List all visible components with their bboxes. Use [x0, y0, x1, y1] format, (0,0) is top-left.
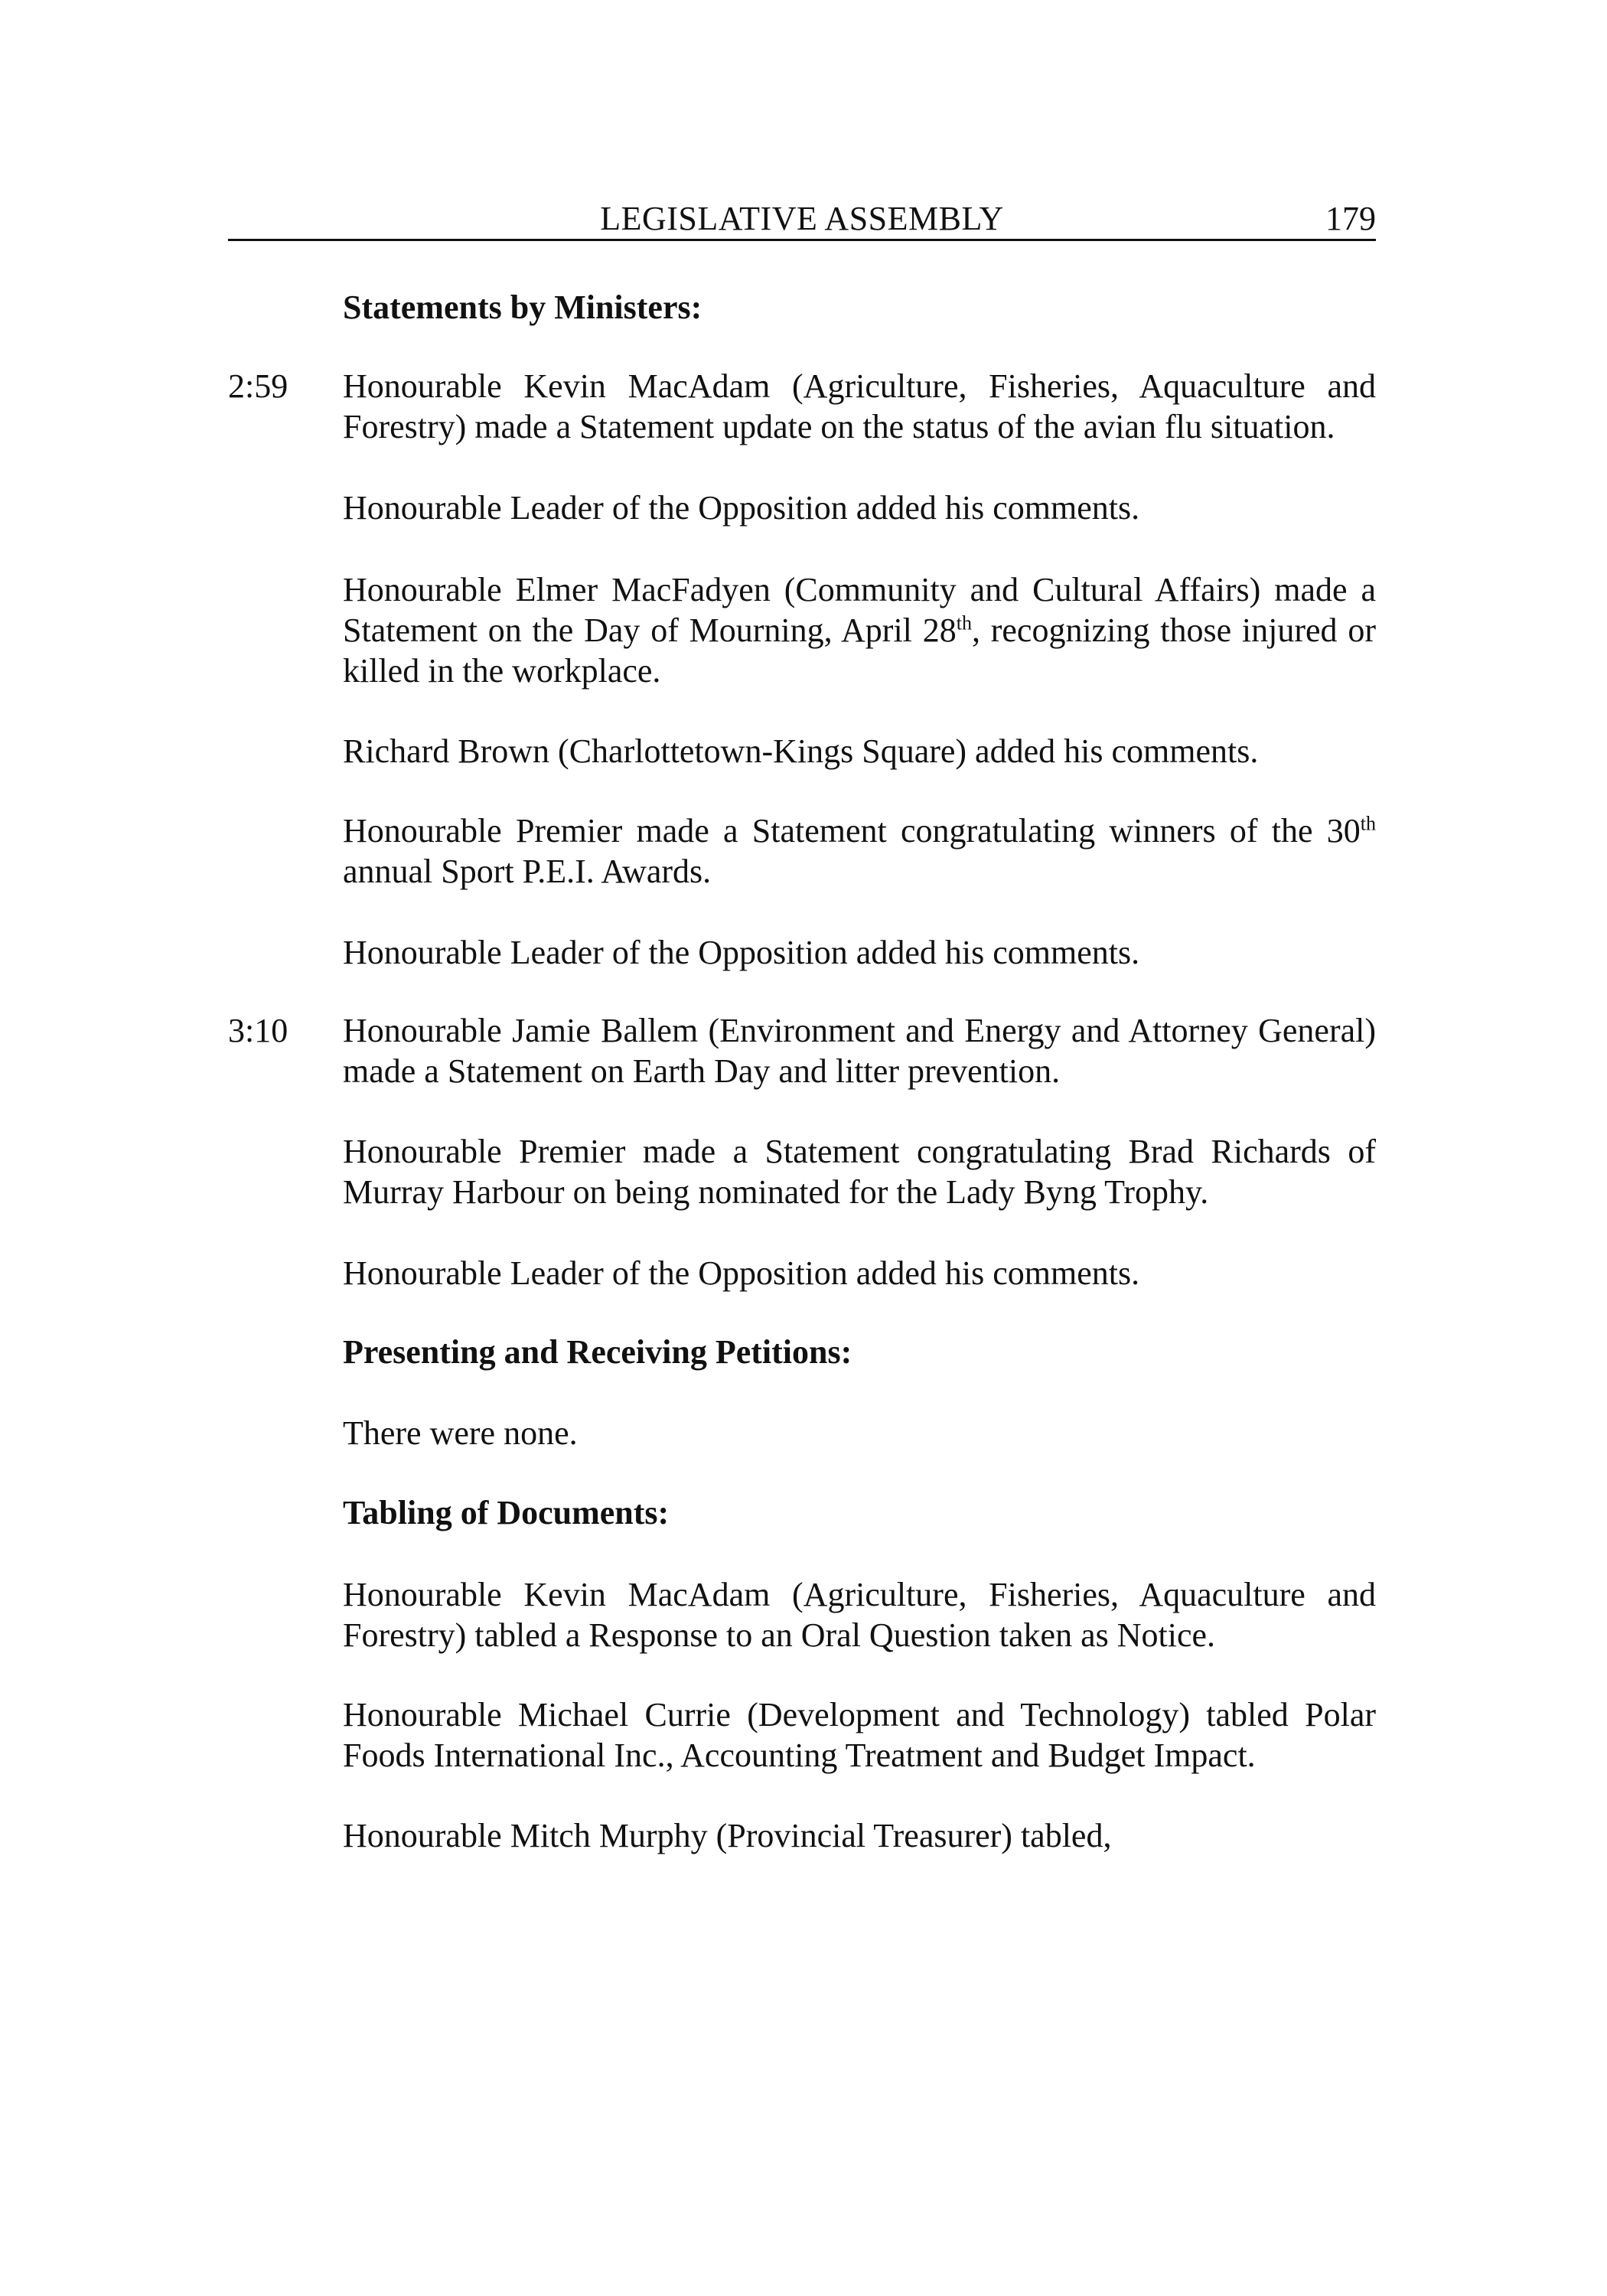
ordinal-suffix: th [956, 612, 972, 634]
page-header [228, 196, 1376, 241]
petitions-text: There were none. [343, 1414, 578, 1452]
entry-3 [228, 569, 1376, 691]
entry-time: 2:59 [228, 367, 288, 405]
tabling-text: Honourable Mitch Murphy (Provincial Treasurer) tabled, [343, 1817, 1112, 1854]
tabling-item-3 [228, 1815, 1376, 1856]
entry-2 [228, 488, 1376, 528]
entry-text-part: Honourable Elmer MacFadyen (Community and Cultural Affairs) made a Statement on the Day of Mourning, April 28 [343, 571, 1376, 649]
entry-text: Honourable Leader of the Opposition added his comments. [343, 489, 1140, 527]
entry-text: Honourable Leader of the Opposition added his comments. [343, 1254, 1140, 1292]
entry-6 [228, 932, 1376, 973]
entry-time: 3:10 [228, 1012, 288, 1049]
section-heading-ministers: Statements by Ministers: [343, 289, 702, 326]
entry-text: Honourable Premier made a Statement congratulating Brad Richards of Murray Harbour on being nominated for the Lady Byng Trophy. [343, 1133, 1376, 1211]
entry-text [343, 569, 1376, 691]
entry-1 [228, 366, 1376, 447]
page-number: 179 [1325, 200, 1376, 237]
entry-5 [228, 810, 1376, 892]
entry-4 [228, 731, 1376, 771]
entry-8 [228, 1131, 1376, 1212]
entry-text-part: Honourable Premier made a Statement congratulating winners of the 30 [343, 812, 1361, 850]
petitions-heading-block [228, 1332, 1376, 1372]
ordinal-suffix: th [1360, 812, 1376, 835]
entry-text-part: annual Sport P.E.I. Awards. [343, 853, 712, 890]
tabling-heading-block [228, 1492, 1376, 1533]
tabling-text: Honourable Michael Currie (Development and Technology) tabled Polar Foods International Inc., Accounting Treatment and Budget Impact. [343, 1696, 1376, 1774]
tabling-item-2 [228, 1694, 1376, 1776]
header-title: LEGISLATIVE ASSEMBLY [600, 200, 1004, 237]
tabling-text: Honourable Kevin MacAdam (Agriculture, Fisheries, Aquaculture and Forestry) tabled a Response to an Oral Question taken as Notice. [343, 1576, 1376, 1654]
entry-text [343, 810, 1376, 892]
section-heading-tabling: Tabling of Documents: [343, 1494, 670, 1531]
entry-text: Honourable Jamie Ballem (Environment and Energy and Attorney General) made a Statement on Earth Day and litter prevention. [343, 1012, 1376, 1090]
ministers-heading-block [228, 287, 1376, 328]
entry-text: Honourable Kevin MacAdam (Agriculture, Fisheries, Aquaculture and Forestry) made a Statement update on the status of the avian flu situation. [343, 367, 1376, 445]
entry-text: Richard Brown (Charlottetown-Kings Square) added his comments. [343, 732, 1259, 770]
petitions-text-block [228, 1413, 1376, 1453]
entry-7 [228, 1010, 1376, 1091]
entry-9 [228, 1253, 1376, 1293]
tabling-item-1 [228, 1574, 1376, 1655]
section-heading-petitions: Presenting and Receiving Petitions: [343, 1333, 852, 1371]
entry-text: Honourable Leader of the Opposition added his comments. [343, 934, 1140, 971]
entry-text-part: , recognizing those injured or killed in the workplace. [343, 612, 1376, 690]
